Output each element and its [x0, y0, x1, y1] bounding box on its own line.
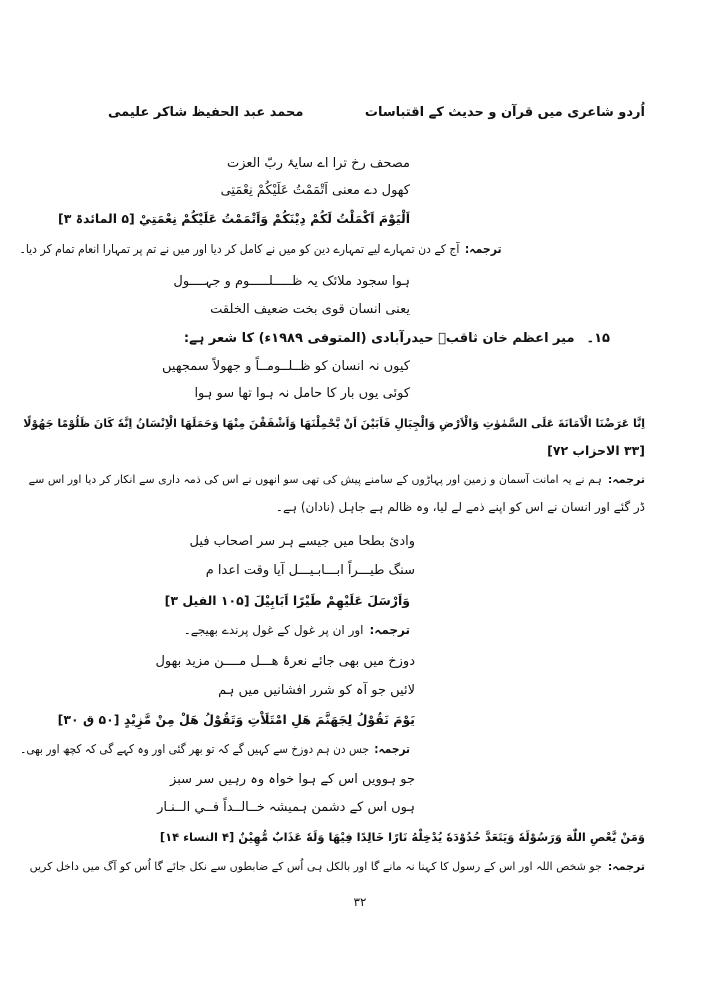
translation-text: جو شخص اللہ اور اس کے رسول کا کہنا نہ مانے گا اور بالکل ہی اُس کے ضابطوں سے نکل جائے گا اُس کو آگ میں داخل کریں — [29, 860, 602, 873]
translation-label: ترجمہ: — [369, 623, 410, 637]
quran-verse: اَلْيَوْمَ اَكْمَلْتُ لَكُمْ دِيْنَكُمْ وَاَتْمَمْتُ عَلَيْكُمْ نِعْمَتِيْ [۵ المائدۃ ۳] — [57, 211, 410, 226]
quran-verse: يَوْمَ نَقُوْلُ لِجَهَنَّمَ هَلِ امْتَلَاْتِ وَتَقُوْلُ هَلْ مِنْ مَّزِيْدٍ [۵۰ ق ۳۰] — [57, 712, 415, 727]
translation — [184, 621, 410, 639]
verse-line: وادیٔ بطحا میں جیسے ہر سر اصحاب فیل — [189, 534, 415, 549]
translation-text: آج کے دن تمہارے لیے تمہارے دین کو میں نے کامل کر دیا اور میں نے تم پر تمہارا انعام تمام کر دیا۔ — [19, 242, 460, 256]
quran-verse: اِنَّا عَرَضْنَا الْاَمَانَةَ عَلَى السَّمٰوٰتِ وَالْاَرْضِ وَالْجِبَالِ فَاَبَيْنَ اَنْ يَّحْمِلْنَهَا وَاَشْفَقْنَ مِنْهَا وَحَمَلَهَا الْاِنْسَانُ اِنَّهٗ كَانَ ظَلُوْمًا جَهُوْلًا — [23, 417, 645, 430]
verse-line: کھول دے معنی اَتْمَمْتُ عَلَيْكُمْ نِعْمَتِی — [220, 183, 410, 198]
translation-continued: ڈر گئے اور انسان نے اس کو اپنے ذمے لے لیا، وہ ظالم ہے جاہل (نادان) ہے۔ — [275, 500, 645, 514]
quran-verse: وَمَنْ يَّعْصِ اللّٰهَ وَرَسُوْلَهٗ وَيَتَعَدَّ حُدُوْدَهٗ يُدْخِلْهُ نَارًا خَالِدًا فِيْهَا وَلَهٗ عَذَابٌ مُّهِيْنٌ [۴ النساء ۱۴] — [159, 830, 645, 844]
header-book-title: اُردو شاعری میں قرآن و حدیث کے اقتباسات — [364, 105, 645, 120]
verse-line: مصحف رخ ترا اے سایۂ ربّ العزت — [226, 156, 410, 171]
translation-label: ترجمہ: — [465, 242, 502, 256]
verse-line: یعنی انسان قوی بخت ضعیف الخلقت — [210, 302, 410, 317]
translation — [20, 240, 502, 258]
quran-reference: [۳۳ الاحزاب ۷۲] — [547, 443, 645, 458]
verse-line: ہوں اس کے دشمن ہمیشہ خــالــداً فــي الــنـار — [157, 800, 415, 815]
quran-verse: وَاَرْسَلَ عَلَيْهِمْ طَيْرًا اَبَابِيْلَ [۱۰۵ الفیل ۳] — [164, 593, 410, 608]
page-number: ۳۲ — [353, 895, 367, 909]
translation-label: ترجمہ: — [607, 473, 645, 486]
verse-line: کیوں نہ انسان کو ظــلــومــاً و جھولاً سمجھیں — [162, 359, 410, 374]
translation-text: جس دن ہم دوزخ سے کہیں گے کہ تو بھر گئی اور وہ کہے گی کہ کچھ اور بھی۔ — [20, 742, 369, 756]
translation — [20, 740, 410, 758]
verse-line: دوزخ میں بھی جائے نعرۂ ھـــل مــــن مزید بھول — [155, 654, 415, 669]
section-number: ۱۵۔ — [586, 331, 610, 346]
verse-line: کوئی یوں بار کا حامل نہ ہوا تھا سو ہوا — [194, 386, 410, 401]
verse-line: جو ہوویں اس کے ہوا خواہ وہ رہیں سر سبز — [170, 772, 415, 787]
translation — [29, 471, 645, 489]
translation-text: اور ان پر غول کے غول پرندے بھیجے۔ — [183, 623, 364, 637]
section-title: میر اعظم خان ثاقبؔ حیدرآبادی (المتوفی ۱۹۸۹ء) کا شعر ہے: — [183, 331, 575, 346]
translation-label: ترجمہ: — [607, 860, 645, 873]
translation-text: ہم نے یہ امانت آسمان و زمین اور پہاڑوں کے سامنے پیش کی تھی سو انھوں نے اس کی ذمہ داری سے انکار کر دیا اور اس سے — [28, 473, 602, 486]
translation — [30, 858, 645, 876]
translation-label: ترجمہ: — [374, 742, 410, 756]
verse-line: سنگ طیـــراً ابـــابـیـــل آیا وقت اعدا م — [205, 563, 415, 578]
verse-line: ہوا سجود ملائک یہ ظـــــلـــــوم و جہــــول — [173, 274, 410, 289]
verse-line: لائیں جو آہ کو شرر افشانیں میں ہم — [218, 683, 415, 698]
section-heading — [184, 330, 610, 348]
header-author: محمد عبد الحفیظ شاکر علیمی — [108, 105, 304, 120]
